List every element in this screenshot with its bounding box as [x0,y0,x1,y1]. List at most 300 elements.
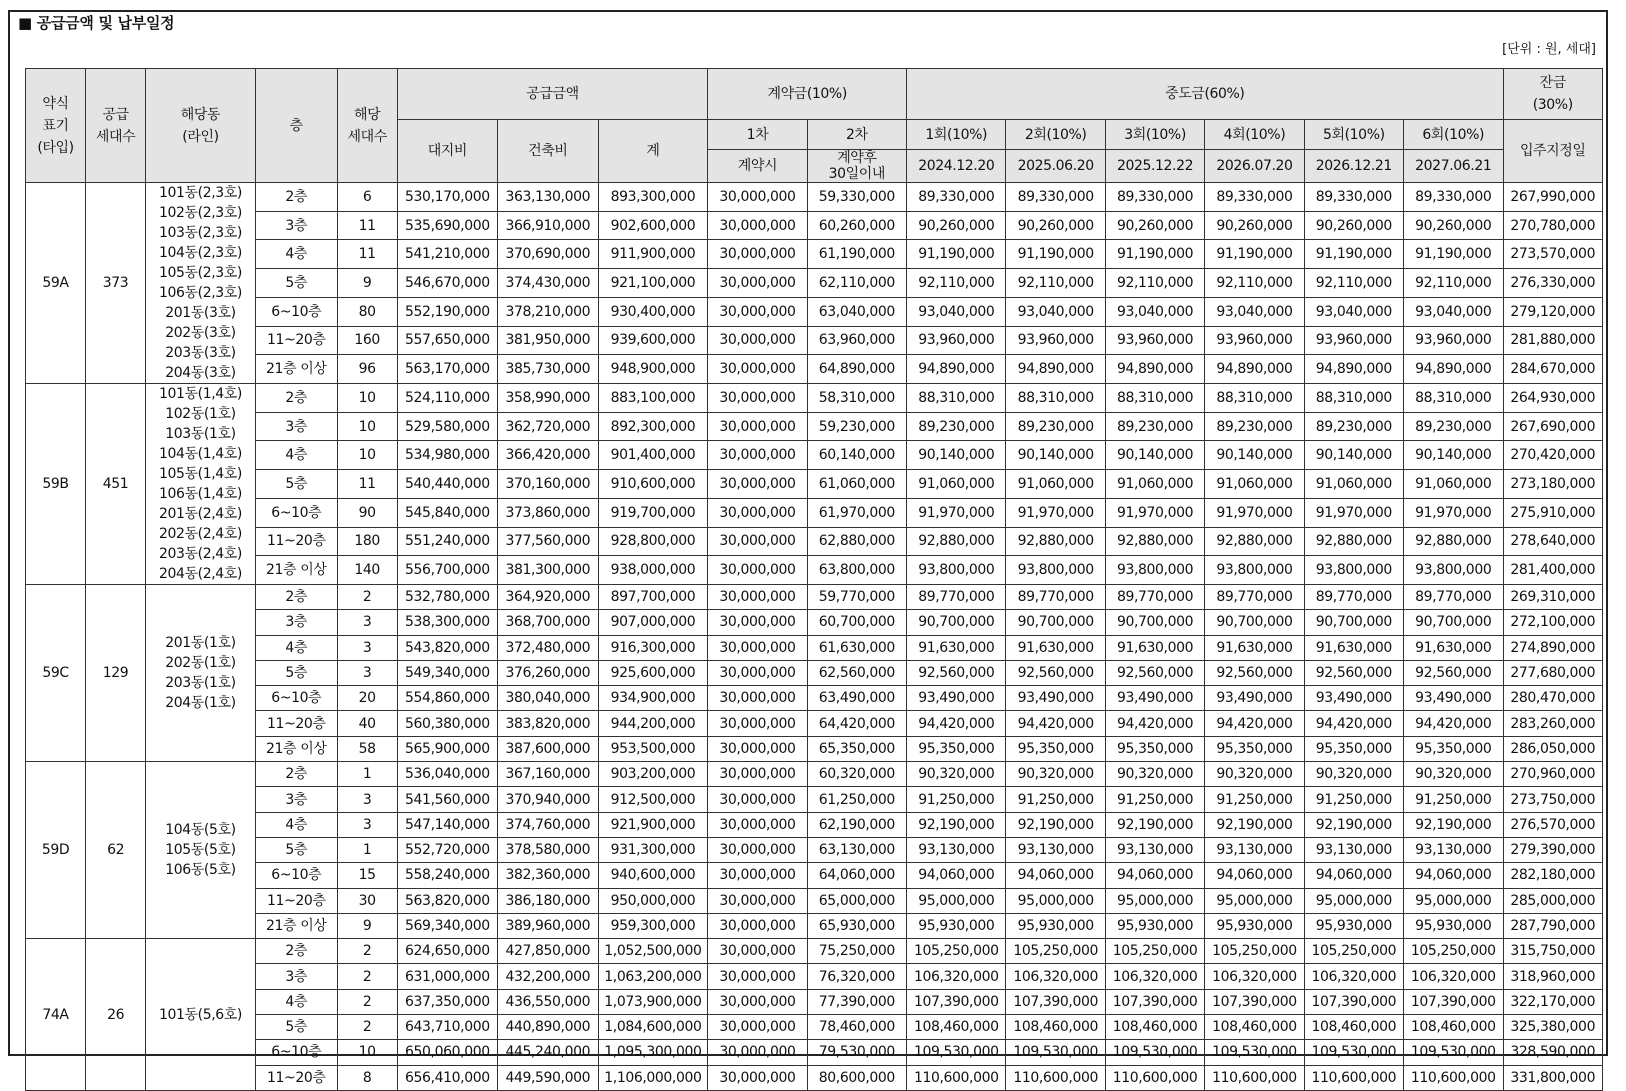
floor-cell: 2층 [255,762,337,787]
dong-cell [146,585,256,762]
total-price-cell: 930,400,000 [598,297,708,326]
table-row [26,989,1603,1014]
middle-payment-3-cell: 93,960,000 [1105,326,1204,355]
middle-payment-1-cell: 90,260,000 [907,211,1006,240]
deposit-2-cell: 60,140,000 [807,441,906,470]
middle-payment-1-cell: 108,460,000 [907,1015,1006,1040]
table-row [26,711,1603,736]
middle-payment-3-cell: 90,700,000 [1105,610,1204,635]
total-price-cell: 950,000,000 [598,888,708,913]
table-row [26,441,1603,470]
floor-cell: 6~10층 [255,297,337,326]
middle-payment-5-cell: 106,320,000 [1304,964,1403,989]
middle-payment-2-cell: 110,600,000 [1006,1065,1105,1090]
dong-line: 201동(2,4호) [158,506,242,522]
middle-payment-3-cell: 91,250,000 [1105,787,1204,812]
dong-line: 202동(1호) [165,655,236,672]
building-price-cell: 364,920,000 [498,585,598,610]
middle-payment-1-cell: 93,800,000 [907,556,1006,585]
land-price-cell: 637,350,000 [397,989,497,1014]
deposit-1-cell: 30,000,000 [708,660,807,685]
middle-payment-2-cell: 93,800,000 [1006,556,1105,585]
land-price-cell: 552,720,000 [397,837,497,862]
table-row [26,1015,1603,1040]
total-price-cell: 959,300,000 [598,913,708,938]
total-price-cell: 1,073,900,000 [598,989,708,1014]
middle-payment-4-cell: 92,190,000 [1205,812,1304,837]
middle-payment-4-cell: 108,460,000 [1205,1015,1304,1040]
total-price-cell: 1,095,300,000 [598,1040,708,1065]
middle-payment-6-cell: 89,230,000 [1404,412,1503,441]
middle-payment-6-cell: 109,530,000 [1404,1040,1503,1065]
header-total: 계 [598,120,708,183]
total-price-cell: 1,063,200,000 [598,964,708,989]
building-price-cell: 445,240,000 [498,1040,598,1065]
middle-payment-4-cell: 90,700,000 [1205,610,1304,635]
header-supply-count: 공급 세대수 [86,69,146,183]
supply-count-cell: 451 [86,384,146,585]
middle-payment-1-cell: 95,930,000 [907,913,1006,938]
middle-payment-3-cell: 95,930,000 [1105,913,1204,938]
dong-line: 202동(3호) [165,325,236,341]
unit-count-cell: 2 [337,585,397,610]
table-row [26,635,1603,660]
deposit-1-cell: 30,000,000 [708,1015,807,1040]
land-price-cell: 534,980,000 [397,441,497,470]
floor-cell: 2층 [255,183,337,212]
middle-payment-4-cell: 88,310,000 [1205,384,1304,413]
table-row [26,787,1603,812]
balance-cell: 287,790,000 [1503,913,1603,938]
middle-payment-6-cell: 91,250,000 [1404,787,1503,812]
middle-payment-3-cell: 89,770,000 [1105,585,1204,610]
building-price-cell: 436,550,000 [498,989,598,1014]
middle-payment-5-cell: 93,490,000 [1304,686,1403,711]
supply-count-cell: 26 [86,939,146,1091]
middle-payment-2-cell: 91,970,000 [1006,498,1105,527]
building-price-cell: 374,760,000 [498,812,598,837]
header-middle-2-date: 2025.06.20 [1006,150,1105,183]
type-cell: 59B [26,384,86,585]
table-row [26,888,1603,913]
building-price-cell: 383,820,000 [498,711,598,736]
middle-payment-1-cell: 95,000,000 [907,888,1006,913]
total-price-cell: 1,052,500,000 [598,939,708,964]
deposit-2-cell: 77,390,000 [807,989,906,1014]
deposit-1-cell: 30,000,000 [708,240,807,269]
deposit-2-cell: 80,600,000 [807,1065,906,1090]
middle-payment-5-cell: 94,060,000 [1304,863,1403,888]
deposit-2-cell: 62,880,000 [807,527,906,556]
middle-payment-5-cell: 89,230,000 [1304,412,1403,441]
unit-count-cell: 10 [337,384,397,413]
middle-payment-4-cell: 95,000,000 [1205,888,1304,913]
unit-count-cell: 90 [337,498,397,527]
total-price-cell: 939,600,000 [598,326,708,355]
middle-payment-2-cell: 91,250,000 [1006,787,1105,812]
building-price-cell: 362,720,000 [498,412,598,441]
type-cell: 59A [26,183,86,384]
unit-note: [단위 : 원, 세대] [1502,42,1596,57]
header-unit-count: 해당 세대수 [337,69,397,183]
dong-line: 201동(3호) [165,305,236,321]
deposit-2-cell: 63,130,000 [807,837,906,862]
dong-line: 204동(1호) [165,695,236,712]
table-row [26,269,1603,298]
middle-payment-3-cell: 91,630,000 [1105,635,1204,660]
table-row [26,384,1603,413]
total-price-cell: 953,500,000 [598,736,708,761]
balance-cell: 281,400,000 [1503,556,1603,585]
total-price-cell: 901,400,000 [598,441,708,470]
type-cell: 59C [26,585,86,762]
dong-line: 105동(2,3호) [158,265,242,281]
deposit-2-cell: 63,960,000 [807,326,906,355]
deposit-2-cell: 60,700,000 [807,610,906,635]
middle-payment-3-cell: 106,320,000 [1105,964,1204,989]
middle-payment-3-cell: 94,060,000 [1105,863,1204,888]
middle-payment-2-cell: 92,190,000 [1006,812,1105,837]
deposit-1-cell: 30,000,000 [708,762,807,787]
unit-count-cell: 20 [337,686,397,711]
balance-cell: 270,420,000 [1503,441,1603,470]
dong-line: 104동(1,4호) [158,446,242,462]
land-price-cell: 557,650,000 [397,326,497,355]
dong-line: 202동(2,4호) [158,526,242,542]
header-middle-6: 6회(10%) [1404,120,1503,150]
middle-payment-1-cell: 107,390,000 [907,989,1006,1014]
land-price-cell: 565,900,000 [397,736,497,761]
dong-line: 102동(2,3호) [158,205,242,221]
middle-payment-6-cell: 90,700,000 [1404,610,1503,635]
middle-payment-1-cell: 91,250,000 [907,787,1006,812]
middle-payment-4-cell: 95,930,000 [1205,913,1304,938]
dong-line: 106동(1,4호) [158,486,242,502]
middle-payment-5-cell: 92,560,000 [1304,660,1403,685]
land-price-cell: 554,860,000 [397,686,497,711]
balance-cell: 280,470,000 [1503,686,1603,711]
table-row [26,556,1603,585]
unit-count-cell: 3 [337,660,397,685]
unit-count-cell: 10 [337,412,397,441]
dong-line: 203동(1호) [165,675,236,692]
deposit-1-cell: 30,000,000 [708,635,807,660]
table-row [26,240,1603,269]
table-body [26,183,1603,1091]
middle-payment-5-cell: 95,930,000 [1304,913,1403,938]
middle-payment-6-cell: 92,110,000 [1404,269,1503,298]
floor-cell: 6~10층 [255,686,337,711]
floor-cell: 4층 [255,989,337,1014]
middle-payment-1-cell: 90,700,000 [907,610,1006,635]
middle-payment-5-cell: 110,600,000 [1304,1065,1403,1090]
dong-line: 104동(5호) [165,822,236,839]
deposit-2-cell: 61,060,000 [807,470,906,499]
header-deposit-1-when: 계약시 [708,150,807,183]
unit-count-cell: 3 [337,787,397,812]
middle-payment-6-cell: 88,310,000 [1404,384,1503,413]
deposit-1-cell: 30,000,000 [708,1065,807,1090]
middle-payment-4-cell: 90,320,000 [1205,762,1304,787]
middle-payment-5-cell: 91,250,000 [1304,787,1403,812]
middle-payment-5-cell: 94,420,000 [1304,711,1403,736]
floor-cell: 4층 [255,635,337,660]
dong-line: 102동(1호) [165,406,236,422]
middle-payment-3-cell: 94,420,000 [1105,711,1204,736]
middle-payment-5-cell: 90,140,000 [1304,441,1403,470]
total-price-cell: 1,084,600,000 [598,1015,708,1040]
deposit-1-cell: 30,000,000 [708,355,807,384]
middle-payment-4-cell: 95,350,000 [1205,736,1304,761]
floor-cell: 11~20층 [255,527,337,556]
middle-payment-5-cell: 89,770,000 [1304,585,1403,610]
middle-payment-6-cell: 95,930,000 [1404,913,1503,938]
floor-cell: 6~10층 [255,1040,337,1065]
middle-payment-5-cell: 107,390,000 [1304,989,1403,1014]
middle-payment-3-cell: 92,110,000 [1105,269,1204,298]
table-row [26,1040,1603,1065]
deposit-1-cell: 30,000,000 [708,711,807,736]
total-price-cell: 938,000,000 [598,556,708,585]
middle-payment-2-cell: 107,390,000 [1006,989,1105,1014]
middle-payment-5-cell: 92,880,000 [1304,527,1403,556]
total-price-cell: 921,900,000 [598,812,708,837]
middle-payment-1-cell: 110,600,000 [907,1065,1006,1090]
floor-cell: 4층 [255,812,337,837]
middle-payment-1-cell: 93,490,000 [907,686,1006,711]
unit-count-cell: 160 [337,326,397,355]
type-cell: 59D [26,762,86,939]
building-price-cell: 370,160,000 [498,470,598,499]
middle-payment-6-cell: 90,140,000 [1404,441,1503,470]
header-floor: 층 [255,69,337,183]
deposit-2-cell: 59,770,000 [807,585,906,610]
type-cell: 74A [26,939,86,1091]
total-price-cell: 931,300,000 [598,837,708,862]
deposit-1-cell: 30,000,000 [708,989,807,1014]
middle-payment-1-cell: 94,420,000 [907,711,1006,736]
unit-count-cell: 2 [337,989,397,1014]
middle-payment-2-cell: 93,490,000 [1006,686,1105,711]
middle-payment-1-cell: 95,350,000 [907,736,1006,761]
middle-payment-2-cell: 94,890,000 [1006,355,1105,384]
middle-payment-2-cell: 91,060,000 [1006,470,1105,499]
building-price-cell: 449,590,000 [498,1065,598,1090]
header-middle-2: 2회(10%) [1006,120,1105,150]
building-price-cell: 387,600,000 [498,736,598,761]
balance-cell: 315,750,000 [1503,939,1603,964]
middle-payment-4-cell: 92,560,000 [1205,660,1304,685]
middle-payment-3-cell: 94,890,000 [1105,355,1204,384]
total-price-cell: 893,300,000 [598,183,708,212]
deposit-1-cell: 30,000,000 [708,498,807,527]
balance-cell: 279,390,000 [1503,837,1603,862]
building-price-cell: 386,180,000 [498,888,598,913]
dong-cell [146,384,256,585]
building-price-cell: 372,480,000 [498,635,598,660]
total-price-cell: 948,900,000 [598,355,708,384]
middle-payment-4-cell: 89,330,000 [1205,183,1304,212]
floor-cell: 5층 [255,470,337,499]
floor-cell: 6~10층 [255,863,337,888]
deposit-1-cell: 30,000,000 [708,470,807,499]
balance-cell: 277,680,000 [1503,660,1603,685]
building-price-cell: 373,860,000 [498,498,598,527]
deposit-1-cell: 30,000,000 [708,384,807,413]
middle-payment-1-cell: 91,970,000 [907,498,1006,527]
balance-cell: 328,590,000 [1503,1040,1603,1065]
middle-payment-1-cell: 109,530,000 [907,1040,1006,1065]
middle-payment-1-cell: 106,320,000 [907,964,1006,989]
middle-payment-4-cell: 91,250,000 [1205,787,1304,812]
floor-cell: 11~20층 [255,1065,337,1090]
balance-cell: 282,180,000 [1503,863,1603,888]
unit-count-cell: 10 [337,441,397,470]
total-price-cell: 916,300,000 [598,635,708,660]
middle-payment-3-cell: 110,600,000 [1105,1065,1204,1090]
middle-payment-6-cell: 92,190,000 [1404,812,1503,837]
balance-cell: 269,310,000 [1503,585,1603,610]
middle-payment-1-cell: 94,890,000 [907,355,1006,384]
middle-payment-3-cell: 93,800,000 [1105,556,1204,585]
table-row [26,686,1603,711]
floor-cell: 5층 [255,269,337,298]
balance-cell: 272,100,000 [1503,610,1603,635]
land-price-cell: 551,240,000 [397,527,497,556]
land-price-cell: 631,000,000 [397,964,497,989]
middle-payment-1-cell: 92,880,000 [907,527,1006,556]
middle-payment-5-cell: 90,260,000 [1304,211,1403,240]
middle-payment-3-cell: 93,040,000 [1105,297,1204,326]
middle-payment-2-cell: 105,250,000 [1006,939,1105,964]
middle-payment-6-cell: 93,490,000 [1404,686,1503,711]
middle-payment-1-cell: 91,190,000 [907,240,1006,269]
middle-payment-4-cell: 93,490,000 [1205,686,1304,711]
table-row [26,412,1603,441]
table-row [26,211,1603,240]
balance-cell: 281,880,000 [1503,326,1603,355]
middle-payment-6-cell: 95,350,000 [1404,736,1503,761]
middle-payment-6-cell: 91,060,000 [1404,470,1503,499]
deposit-2-cell: 65,350,000 [807,736,906,761]
middle-payment-2-cell: 88,310,000 [1006,384,1105,413]
balance-cell: 331,800,000 [1503,1065,1603,1090]
deposit-1-cell: 30,000,000 [708,183,807,212]
middle-payment-5-cell: 93,800,000 [1304,556,1403,585]
header-building: 건축비 [498,120,598,183]
middle-payment-1-cell: 91,060,000 [907,470,1006,499]
middle-payment-5-cell: 93,130,000 [1304,837,1403,862]
header-middle-payment: 중도금(60%) [907,69,1503,120]
header-type: 약식 표기 (타입) [26,69,86,183]
middle-payment-6-cell: 92,880,000 [1404,527,1503,556]
deposit-2-cell: 75,250,000 [807,939,906,964]
middle-payment-5-cell: 91,190,000 [1304,240,1403,269]
balance-cell: 284,670,000 [1503,355,1603,384]
dong-line: 103동(2,3호) [158,225,242,241]
middle-payment-1-cell: 89,330,000 [907,183,1006,212]
total-price-cell: 883,100,000 [598,384,708,413]
land-price-cell: 558,240,000 [397,863,497,888]
middle-payment-5-cell: 88,310,000 [1304,384,1403,413]
deposit-2-cell: 62,110,000 [807,269,906,298]
middle-payment-3-cell: 93,490,000 [1105,686,1204,711]
unit-count-cell: 80 [337,297,397,326]
middle-payment-4-cell: 93,130,000 [1205,837,1304,862]
middle-payment-6-cell: 89,330,000 [1404,183,1503,212]
header-balance-date: 입주지정일 [1503,120,1603,183]
middle-payment-6-cell: 106,320,000 [1404,964,1503,989]
total-price-cell: 934,900,000 [598,686,708,711]
middle-payment-3-cell: 88,310,000 [1105,384,1204,413]
middle-payment-5-cell: 91,060,000 [1304,470,1403,499]
middle-payment-5-cell: 90,320,000 [1304,762,1403,787]
deposit-2-cell: 64,420,000 [807,711,906,736]
middle-payment-2-cell: 95,930,000 [1006,913,1105,938]
dong-line: 104동(2,3호) [158,245,242,261]
table-row [26,762,1603,787]
supply-count-cell: 62 [86,762,146,939]
dong-cell [146,762,256,939]
land-price-cell: 532,780,000 [397,585,497,610]
deposit-2-cell: 78,460,000 [807,1015,906,1040]
total-price-cell: 907,000,000 [598,610,708,635]
deposit-2-cell: 79,530,000 [807,1040,906,1065]
unit-count-cell: 3 [337,812,397,837]
balance-cell: 325,380,000 [1503,1015,1603,1040]
middle-payment-6-cell: 95,000,000 [1404,888,1503,913]
header-middle-5: 5회(10%) [1304,120,1403,150]
deposit-1-cell: 30,000,000 [708,1040,807,1065]
building-price-cell: 381,300,000 [498,556,598,585]
deposit-1-cell: 30,000,000 [708,326,807,355]
dong-line: 101동(5,6호) [158,1006,242,1023]
middle-payment-6-cell: 94,890,000 [1404,355,1503,384]
middle-payment-3-cell: 95,000,000 [1105,888,1204,913]
building-price-cell: 440,890,000 [498,1015,598,1040]
table-row [26,939,1603,964]
middle-payment-3-cell: 92,880,000 [1105,527,1204,556]
balance-cell: 278,640,000 [1503,527,1603,556]
middle-payment-6-cell: 91,190,000 [1404,240,1503,269]
total-price-cell: 1,106,000,000 [598,1065,708,1090]
header-deposit-2: 2차 [807,120,906,150]
unit-count-cell: 96 [337,355,397,384]
middle-payment-5-cell: 92,110,000 [1304,269,1403,298]
middle-payment-3-cell: 109,530,000 [1105,1040,1204,1065]
total-price-cell: 897,700,000 [598,585,708,610]
middle-payment-5-cell: 93,040,000 [1304,297,1403,326]
deposit-1-cell: 30,000,000 [708,686,807,711]
floor-cell: 11~20층 [255,888,337,913]
dong-line: 204동(2,4호) [158,566,242,582]
middle-payment-2-cell: 93,130,000 [1006,837,1105,862]
middle-payment-3-cell: 91,970,000 [1105,498,1204,527]
table-row [26,1065,1603,1090]
unit-count-cell: 15 [337,863,397,888]
table-row [26,297,1603,326]
unit-count-cell: 3 [337,635,397,660]
table-row [26,355,1603,384]
deposit-1-cell: 30,000,000 [708,412,807,441]
total-price-cell: 921,100,000 [598,269,708,298]
deposit-2-cell: 59,230,000 [807,412,906,441]
header-middle-4: 4회(10%) [1205,120,1304,150]
middle-payment-2-cell: 93,960,000 [1006,326,1105,355]
land-price-cell: 643,710,000 [397,1015,497,1040]
deposit-2-cell: 64,890,000 [807,355,906,384]
header-middle-1-date: 2024.12.20 [907,150,1006,183]
